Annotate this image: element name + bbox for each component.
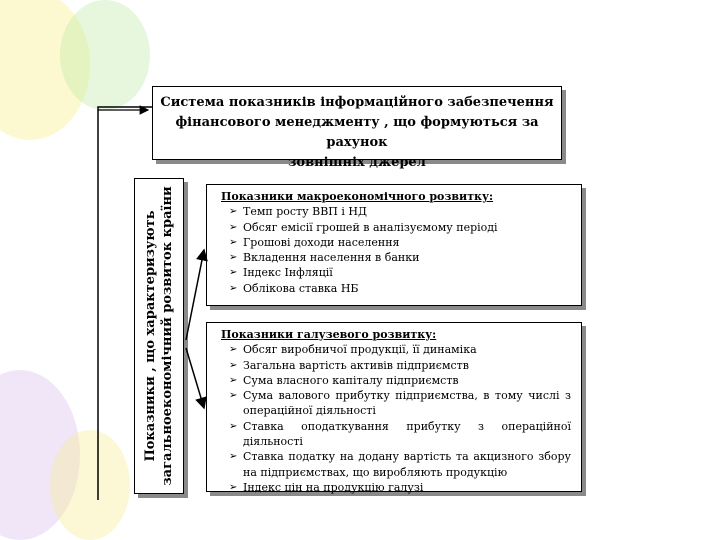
list-item: ➢ Сума валового прибутку підприємства, в тому числі з операційної діяльності <box>229 389 571 418</box>
arrow-bullet-icon: ➢ <box>229 481 238 493</box>
arrow-bullet-icon: ➢ <box>229 267 238 279</box>
list-item: ➢ Облікова ставка НБ <box>229 281 359 295</box>
arrow-bullet-icon: ➢ <box>229 390 238 402</box>
arrow-bullet-icon: ➢ <box>229 206 238 218</box>
arrow-bullet-icon: ➢ <box>229 374 238 386</box>
list-item: ➢ Ставка оподаткування прибутку з операційної діяльності <box>229 419 571 449</box>
list-item: ➢ Темп росту ВВП і НД <box>229 205 367 219</box>
list-item: ➢ Грошові доходи населення <box>229 235 400 249</box>
arrow-bullet-icon: ➢ <box>229 359 238 371</box>
list-item: ➢ Сума власного капіталу підприємств <box>229 373 459 387</box>
arrow-bullet-icon: ➢ <box>229 221 238 233</box>
list-item: ➢ Індекс Інфляції <box>229 266 333 280</box>
list-item: ➢ Індекс цін на продукцію галузі <box>229 480 424 494</box>
left-bracket-line <box>98 107 152 500</box>
arrow-bullet-icon: ➢ <box>229 252 238 264</box>
arrow-to-industry <box>186 348 204 408</box>
macro-heading: Показники макроекономічного розвитку: <box>221 190 494 203</box>
title-line-3: зовнішніх джерел <box>288 155 426 170</box>
arrow-bullet-icon: ➢ <box>229 451 238 463</box>
arrow-bullet-icon: ➢ <box>229 420 238 432</box>
side-label-line-1: Показники , що характеризують <box>143 210 158 462</box>
list-item: ➢ Загальна вартість активів підприємств <box>229 358 469 372</box>
industry-heading: Показники галузевого розвитку: <box>221 328 437 341</box>
side-label-line-2: загальноекономічний розвиток країни <box>160 186 175 486</box>
arrow-bullet-icon: ➢ <box>229 282 238 294</box>
list-item: ➢ Обсяг виробничої продукції, її динаміка <box>229 343 477 357</box>
arrow-to-macro <box>186 250 204 340</box>
list-item: ➢ Ставка податку на додану вартість та акцизного збору на підприємствах, що виробляють продукцію <box>229 450 571 479</box>
list-item: ➢ Обсяг емісії грошей в аналізуємому періоді <box>229 220 498 234</box>
arrow-bullet-icon: ➢ <box>229 236 238 248</box>
title-line-2: фінансового менеджменту , що формуються за рахунок <box>175 115 539 150</box>
arrow-bullet-icon: ➢ <box>229 344 238 356</box>
title-line-1: Система показників інформаційного забезпечення <box>160 95 554 110</box>
list-item: ➢ Вкладення населення в банки <box>229 251 420 265</box>
